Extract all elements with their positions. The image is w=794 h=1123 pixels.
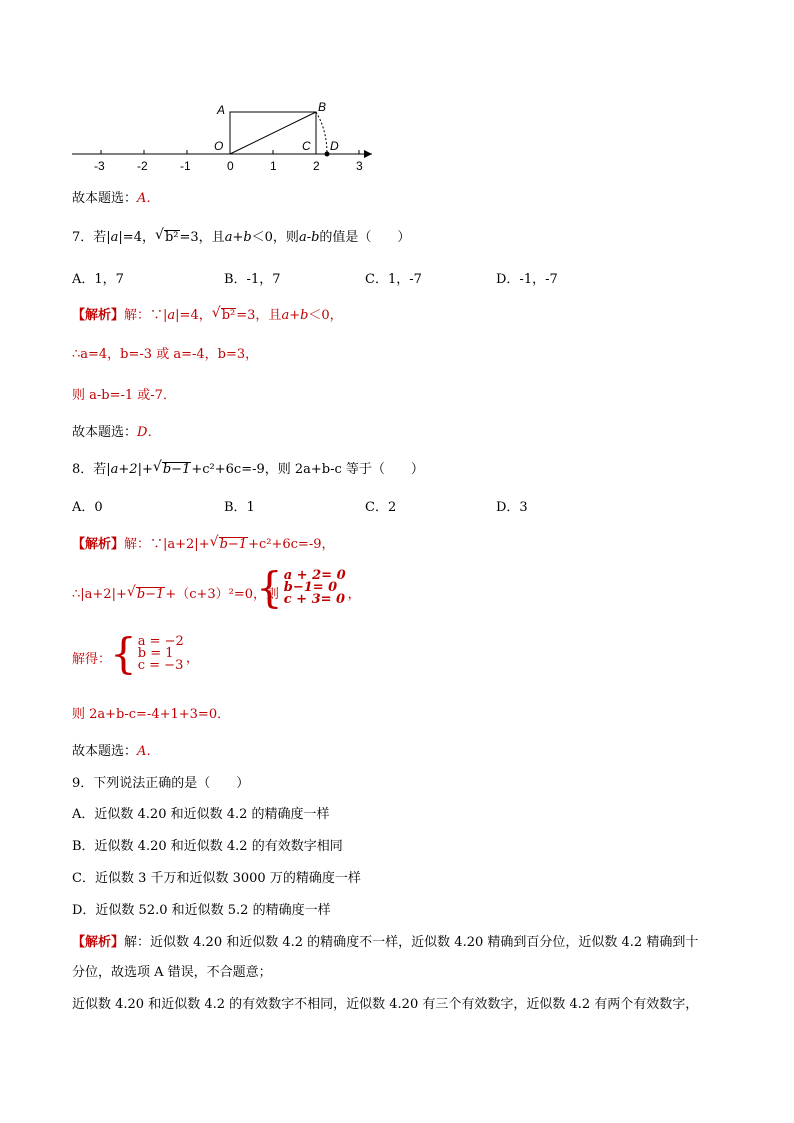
analysis-9-line1: 【解析】解：近似数 4.20 和近似数 4.2 的精确度不一样，近似数 4.20 精确到百分位，近似数 4.2 精确到十 bbox=[72, 935, 699, 950]
equation-system-2: { a = −2 b = 1 c = −3 ， bbox=[110, 629, 199, 678]
question-9: 9．下列说法正确的是（ ） bbox=[72, 776, 250, 791]
answer-line-6 bbox=[72, 187, 159, 206]
analysis-7-line2: ∴a=4，b=-3 或 a=-4，b=3， bbox=[72, 347, 259, 362]
q9-option-a: A．近似数 4.20 和近似数 4.2 的精确度一样 bbox=[72, 807, 330, 822]
axis-arrow bbox=[364, 150, 372, 158]
analysis-9-line2: 分位，故选项 A 错误，不合题意； bbox=[72, 965, 272, 980]
analysis-7-line3: 则 a-b=-1 或-7． bbox=[72, 388, 176, 403]
question-7: 7．若|a|=4， √ b²=3，且a+b＜0，则a-b的值是（ ） bbox=[72, 227, 411, 245]
analysis-8-line2: ∴|a+2|+ √ b−1+（c+3）²=0，则 bbox=[72, 584, 280, 602]
answer-line-8: 故本题选：A． bbox=[72, 744, 160, 759]
axis-tick-label: -3 bbox=[94, 159, 105, 173]
sqrt-symbol: √ b² bbox=[154, 227, 179, 245]
answer-line-7: 故本题选：D． bbox=[72, 425, 161, 440]
analysis-8-line1: 【解析】解：∵|a+2|+ √ b−1+c²+6c=-9， bbox=[72, 534, 335, 552]
label-D: D bbox=[330, 139, 339, 153]
label-B: B bbox=[318, 100, 327, 114]
axis-tick-label: 2 bbox=[313, 159, 320, 173]
label-C: C bbox=[302, 139, 311, 153]
analysis-7-line1: 【解析】解：∵|a|=4， √ b²=3，且a+b＜0， bbox=[72, 305, 343, 323]
q8-option-d: D．3 bbox=[496, 500, 528, 515]
label-A: A bbox=[217, 103, 226, 117]
q8-option-a: A．0 bbox=[72, 500, 103, 515]
axis-tick-label: 1 bbox=[270, 159, 277, 173]
arc-BD bbox=[316, 112, 327, 154]
q8-option-c: C．2 bbox=[365, 500, 397, 515]
analysis-8-line4: 则 2a+b-c=-4+1+3=0． bbox=[72, 707, 231, 722]
answer-value: A． bbox=[137, 191, 160, 206]
equation-system-1: { a + 2= 0 b−1= 0 c + 3= 0 ， bbox=[256, 563, 361, 612]
axis-tick-label: 0 bbox=[227, 159, 234, 173]
analysis-8-solve-label: 解得： bbox=[72, 652, 112, 667]
label-O: O bbox=[214, 139, 224, 153]
axis-tick-label: 3 bbox=[356, 159, 363, 173]
analysis-9-line3: 近似数 4.20 和近似数 4.2 的有效数字不相同，近似数 4.20 有三个有效数字，近似数 4.2 有两个有效数字， bbox=[72, 997, 699, 1012]
q8-option-b: B．1 bbox=[224, 500, 255, 515]
q7-option-d: D．-1，-7 bbox=[496, 272, 558, 287]
axis-tick-label: -2 bbox=[137, 159, 148, 173]
q9-option-d: D．近似数 52.0 和近似数 5.2 的精确度一样 bbox=[72, 903, 331, 918]
axis-tick-label: -1 bbox=[180, 159, 191, 173]
q7-option-b: B．-1，7 bbox=[224, 272, 281, 287]
q7-option-a: A．1，7 bbox=[72, 272, 124, 287]
q7-option-c: C．1，-7 bbox=[365, 272, 422, 287]
question-8: 8．若|a+2|+ √ b−1+c²+6c=-9，则 2a+b-c 等于（ ） bbox=[72, 459, 424, 477]
point-D bbox=[325, 152, 330, 157]
number-line-figure bbox=[0, 0, 794, 180]
q9-option-b: B．近似数 4.20 和近似数 4.2 的有效数字相同 bbox=[72, 839, 343, 854]
answer-prefix: 故本题选： bbox=[72, 191, 138, 206]
q9-option-c: C．近似数 3 千万和近似数 3000 万的精确度一样 bbox=[72, 871, 361, 886]
